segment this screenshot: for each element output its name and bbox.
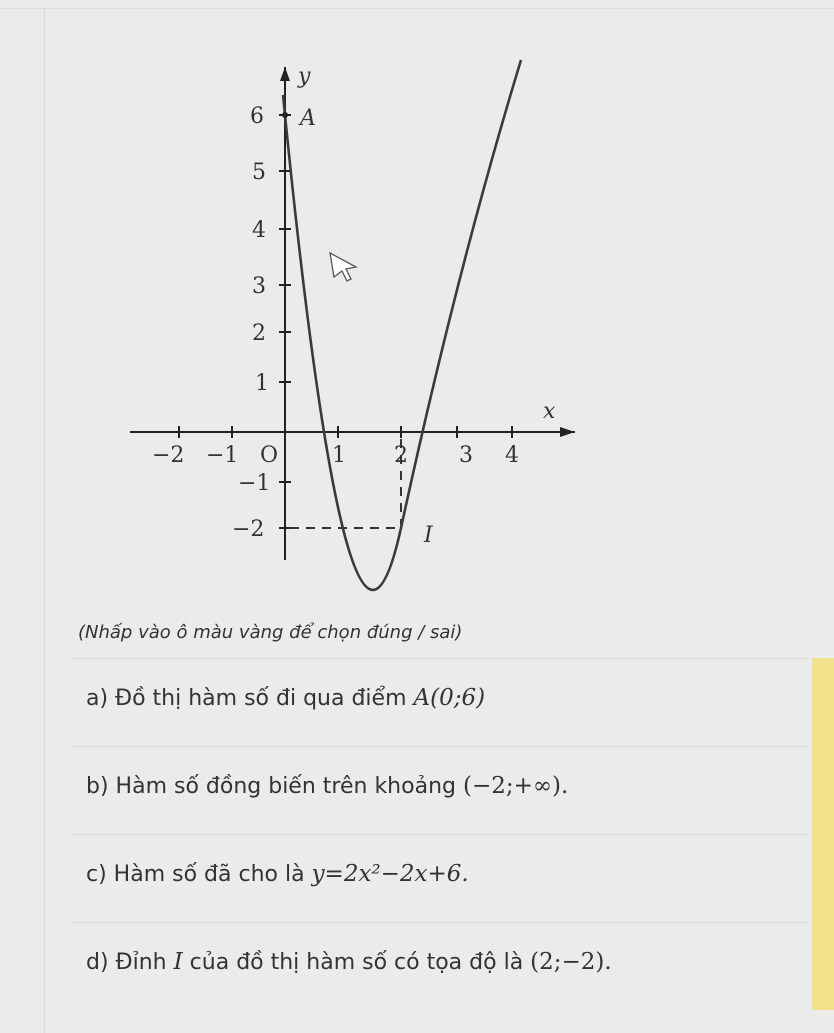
vertex-label: I <box>424 523 433 548</box>
parabola-graph <box>120 55 590 575</box>
statement-c-math: y=2x²−2x+6. <box>311 861 469 887</box>
y-tick-label-6: 6 <box>250 104 264 129</box>
statement-a-math: A(0;6) <box>413 685 486 711</box>
statement-c-text: c) Hàm số đã cho là <box>86 862 312 887</box>
y-tick-label-5: 5 <box>252 160 266 185</box>
y-tick-label-neg1: −1 <box>238 471 271 496</box>
mouse-cursor-icon <box>330 253 356 281</box>
x-tick-label-3: 3 <box>459 443 473 468</box>
point-a-label: A <box>300 106 316 131</box>
x-tick-label-2: 2 <box>394 443 408 468</box>
y-tick-label-3: 3 <box>252 274 266 299</box>
y-axis-label: y <box>298 64 311 89</box>
y-tick-label-neg2: −2 <box>232 517 265 542</box>
statement-d-vertex-symbol: I <box>173 949 183 975</box>
answer-box-c[interactable] <box>812 834 834 922</box>
point-a-marker <box>282 112 288 118</box>
y-tick-label-4: 4 <box>252 218 266 243</box>
statement-d-text-middle: của đồ thị hàm số có tọa độ là <box>182 950 531 975</box>
graph-svg <box>120 55 590 575</box>
statement-a-text: a) Đồ thị hàm số đi qua điểm <box>86 686 414 711</box>
statement-d <box>86 922 810 1002</box>
answer-box-b[interactable] <box>812 746 834 834</box>
x-axis-arrow <box>560 427 575 437</box>
instruction-text: (Nhấp vào ô màu vàng để chọn đúng / sai) <box>78 622 463 643</box>
answer-box-a[interactable] <box>812 658 834 746</box>
statement-a <box>86 658 810 738</box>
top-border <box>0 8 834 9</box>
left-border <box>44 8 45 1033</box>
statement-b-math: (−2;+∞). <box>462 773 569 799</box>
y-axis-arrow <box>280 67 290 81</box>
y-tick-label-1: 1 <box>255 371 269 396</box>
x-tick-label-4: 4 <box>505 443 519 468</box>
statement-d-text: d) Đỉnh <box>86 950 174 975</box>
statement-d-math: (2;−2). <box>530 949 612 975</box>
x-tick-label-1: 1 <box>332 443 346 468</box>
answer-box-d[interactable] <box>812 922 834 1010</box>
origin-label: O <box>260 443 279 468</box>
statement-c <box>86 834 810 914</box>
statement-b-text: b) Hàm số đồng biến trên khoảng <box>86 774 463 799</box>
statement-b <box>86 746 810 826</box>
x-tick-label-neg2: −2 <box>152 443 185 468</box>
y-tick-label-2: 2 <box>252 321 266 346</box>
x-tick-label-neg1: −1 <box>206 443 239 468</box>
x-axis-label: x <box>543 399 556 424</box>
